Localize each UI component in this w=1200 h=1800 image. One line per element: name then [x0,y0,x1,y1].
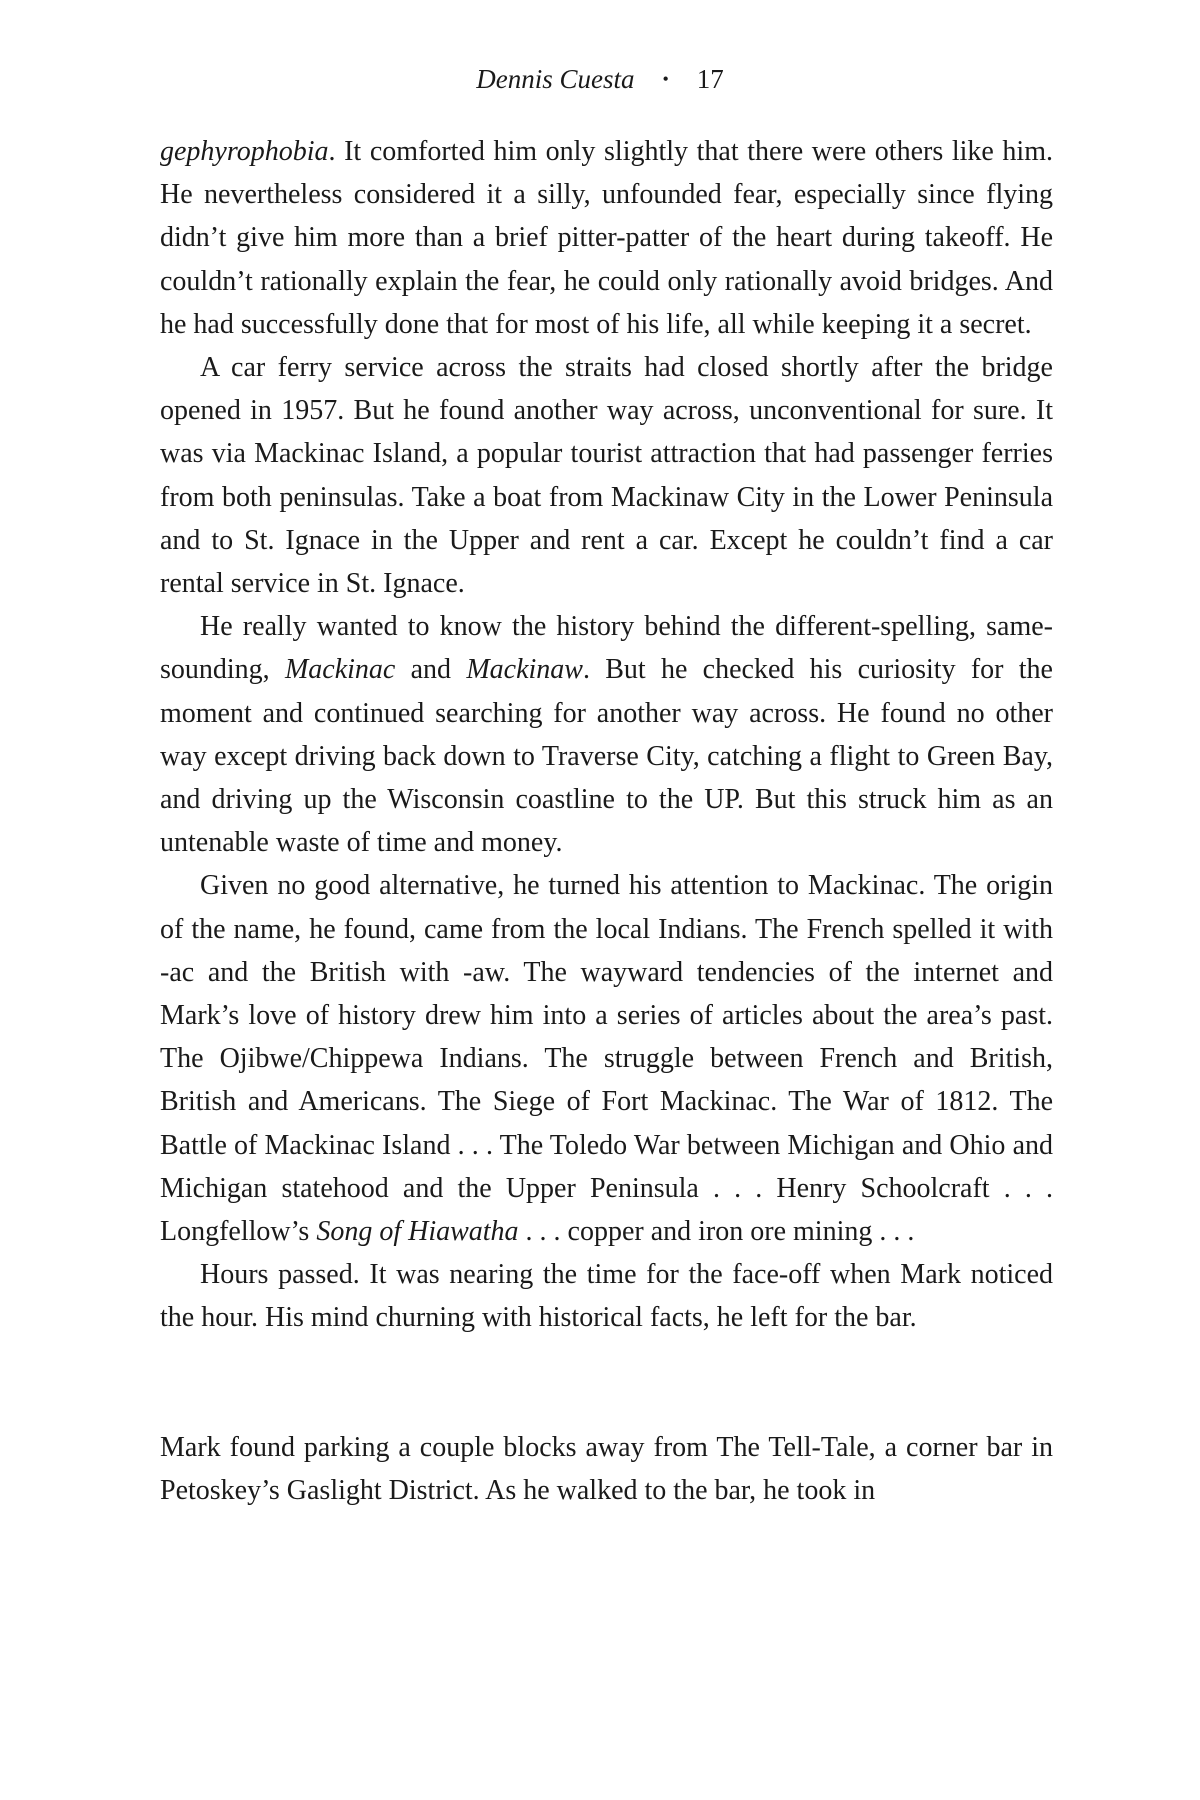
italic-term: gephyrophobia [160,136,329,167]
paragraph-text: and [395,654,467,686]
paragraph-text: Given no good alternative, he turned his attention to Mackinac. The origin of the name, he found, came from the local Indians. The French spelled it with -ac and the British with -aw. The wayward tendencies of the internet and Mark’s love of history drew him into a series of articles about the area’s past. The Ojibwe/Chippewa Indians. The struggle between French and British, British and Americans. The Siege of Fort Mackinac. The War of 1812. The Battle of Mackinac Island . . . The Toledo War between Michigan and Ohio and Michigan statehood and the Upper Peninsula . . . Henry Schoolcraft . . . Longfellow’s [160,870,1053,1248]
page-number: 17 [696,64,724,94]
body-text [160,130,1053,1512]
paragraph-text: . . . copper and iron ore mining . . . [518,1216,915,1248]
running-head-author: Dennis Cuesta [476,64,635,94]
paragraph-text: . It comforted him only slightly that there were others like him. He nevertheless considered it a silly, unfounded fear, especially since flying didn’t give him more than a brief pitter-patter of the heart during takeoff. He couldn’t rationally explain the fear, he could only rationally avoid bridges. And he had successfully done that for most of his life, all while keeping it a secret. [160,136,1053,340]
italic-title: Song of Hiawatha [316,1216,519,1248]
running-head [0,62,1200,96]
italic-word: Mackinac [284,654,396,686]
section-break [160,1340,1053,1426]
paragraph-4 [160,864,1053,1253]
paragraph-2: A car ferry service across the straits had closed shortly after the bridge opened in 1957. But he found another way across, unconventional for sure. It was via Mackinac Island, a popular tourist attraction that had passenger ferries from both peninsulas. Take a boat from Mackinaw City in the Lower Peninsula and to St. Ignace in the Upper and rent a car. Except he couldn’t find a car rental service in St. Ignace. [160,352,1053,600]
running-head-separator: • [662,69,669,89]
paragraph-6: Mark found parking a couple blocks away from The Tell-Tale, a corner bar in Petoskey’s Gaslight District. As he walked to the bar, he took in [160,1431,1053,1506]
paragraph-text: He really wanted to know the history behind the different-spelling, same-sounding, [160,611,1053,686]
paragraph-3 [160,605,1053,864]
paragraph-text: . But he checked his curiosity for the moment and continued searching for another way across. He found no other way except driving back down to Traverse City, catching a flight to Green Bay, and driving up the Wisconsin coastline to the UP. But this struck him as an untenable waste of time and money. [160,654,1053,859]
italic-word: Mackinaw [466,654,583,686]
paragraph-5: Hours passed. It was nearing the time for the face-off when Mark noticed the hour. His mind churning with historical facts, he left for the bar. [160,1259,1053,1334]
paragraph-1 [160,130,1053,346]
